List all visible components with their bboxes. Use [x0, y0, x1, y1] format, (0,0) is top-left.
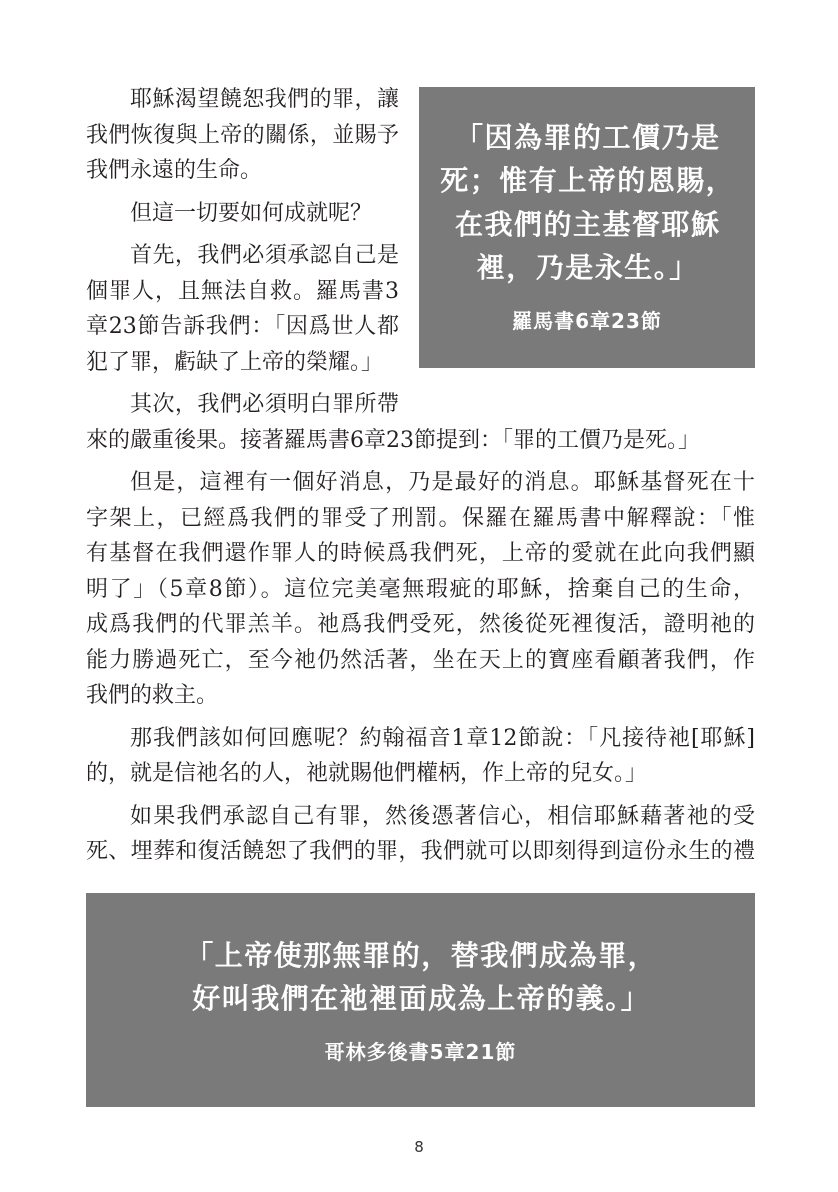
text-line: 但這一切要如何成就呢？: [130, 200, 373, 226]
pull-quote-line: 死；惟有上帝的恩賜，: [440, 164, 736, 198]
pull-quote-box-bottom: [86, 893, 755, 1107]
top-section: [86, 82, 755, 423]
text-line: 首先，我們必須承認自己是: [130, 243, 399, 268]
paragraph: [86, 82, 399, 189]
paragraph: [86, 196, 399, 232]
text-line: 我們永遠的生命。: [86, 158, 263, 183]
paragraph: [86, 799, 755, 870]
main-text: [86, 423, 755, 870]
text-line: 耶穌渴望饒恕我們的罪，讓: [130, 87, 399, 112]
paragraph: [86, 387, 399, 423]
pull-quote-line: 「上帝使那無罪的，替我們成為罪，: [185, 938, 658, 972]
text-line: 犯了罪，虧缺了上帝的榮耀。」: [86, 349, 384, 375]
paragraph-continuation: [86, 423, 755, 459]
text-line: 成爲我們的代罪羔羊。祂爲我們受死，然後從死裡復活，證明祂的: [86, 612, 755, 637]
pull-quote-line: 好叫我們在祂裡面成為上帝的義。」: [192, 981, 651, 1015]
text-line: 個罪人，且無法自救。羅馬書3: [86, 278, 399, 304]
pull-quote-line: 裡，乃是永生。」: [476, 250, 699, 284]
text-line: 我們的救主。: [86, 683, 219, 708]
text-line: 其次，我們必須明白罪所帶: [130, 392, 399, 417]
text-line: 有基督在我們還作罪人的時候爲我們死，上帝的愛就在此向我們顯: [86, 541, 755, 566]
left-column: [86, 82, 399, 423]
text-line: 我們恢復與上帝的關係，並賜予: [86, 122, 399, 148]
pull-quote-line: 在我們的主基督耶穌: [454, 207, 721, 241]
text-line: 章23節告訴我們：「因爲世人都: [86, 314, 399, 339]
text-line: 死、埋葬和復活饒恕了我們的罪，我們就可以即刻得到這份永生的禮: [86, 839, 755, 864]
text-line: 字架上，已經爲我們的罪受了刑罰。保羅在羅馬書中解釋說：「惟: [86, 505, 755, 531]
pull-quote-citation: 羅馬書6章23節: [512, 309, 662, 334]
text-line: 明了」（5章8節）。這位完美毫無瑕疵的耶穌，捨棄自己的生命，: [86, 576, 755, 602]
text-line: 但是，這裡有一個好消息，乃是最好的消息。耶穌基督死在十: [130, 470, 755, 495]
paragraph: [86, 721, 755, 792]
pull-quote-box-top: [419, 87, 755, 368]
text-line: 來的嚴重後果。接著羅馬書6章23節提到：「罪的工價乃是死。」: [86, 427, 700, 453]
paragraph: [86, 238, 399, 380]
text-line: 的，就是信祂名的人，祂就賜他們權柄，作上帝的兒女。」: [86, 761, 648, 786]
text-line: 那我們該如何回應呢？約翰福音1章12節說：「凡接待祂[耶穌]: [130, 725, 755, 751]
text-line: 如果我們承認自己有罪，然後憑著信心，相信耶穌藉著祂的受: [130, 803, 755, 829]
paragraph: [86, 465, 755, 714]
page-number: 8: [414, 1138, 424, 1156]
pull-quote-citation: 哥林多後書5章21節: [324, 1040, 517, 1065]
text-line: 能力勝過死亡，至今祂仍然活著，坐在天上的寶座看顧著我們，作: [86, 647, 755, 673]
pull-quote-line: 「因為罪的工價乃是: [454, 121, 721, 154]
